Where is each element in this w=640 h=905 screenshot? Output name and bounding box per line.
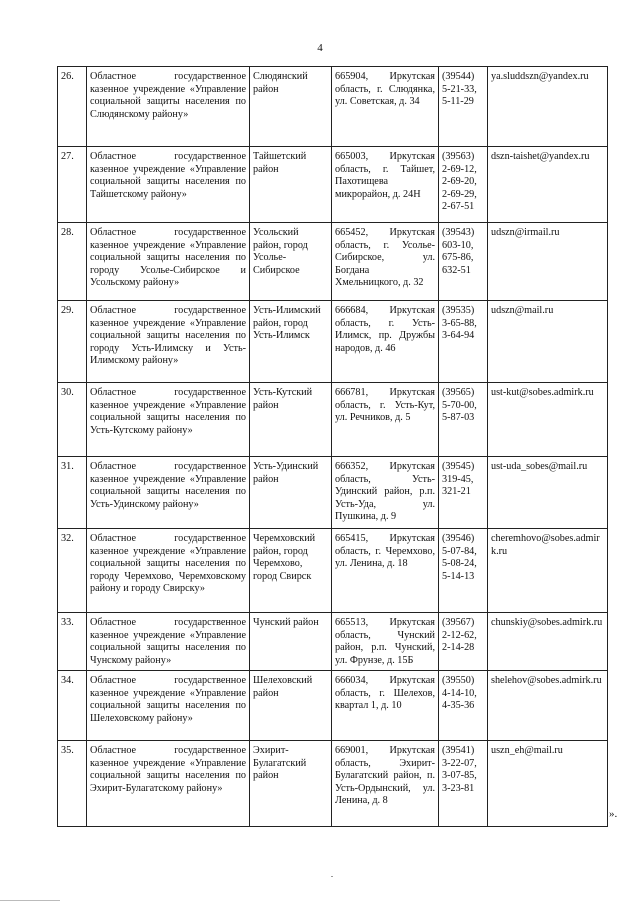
postal-address: 666034, Иркутская область, г. Шелехов, квартал 1, д. 10 [332, 671, 439, 741]
table-row [58, 147, 608, 223]
phone-numbers: (39563) 2-69-12, 2-69-20, 2-69-29, 2-67-51 [439, 147, 488, 223]
phone-numbers: (39544) 5-21-33, 5-11-29 [439, 67, 488, 147]
postal-address: 666781, Иркутская область, г. Усть-Кут, ул. Речников, д. 5 [332, 383, 439, 457]
institution-name: Областное государственное казенное учреждение «Управление социальной защиты населения по Слюдянскому району» [87, 67, 250, 147]
page-number: 4 [317, 42, 323, 54]
email-address: shelehov@sobes.admirk.ru [488, 671, 608, 741]
postal-address: 665904, Иркутская область, г. Слюдянка, ул. Советская, д. 34 [332, 67, 439, 147]
closing-quote-mark: ». [609, 808, 618, 820]
table-row [58, 301, 608, 383]
email-address: dszn-taishet@yandex.ru [488, 147, 608, 223]
row-number: 35. [58, 741, 87, 827]
row-number: 34. [58, 671, 87, 741]
table-row [58, 457, 608, 529]
postal-address: 665003, Иркутская область, г. Тайшет, Пахотищева микрорайон, д. 24Н [332, 147, 439, 223]
email-address: uszn_eh@mail.ru [488, 741, 608, 827]
email-address: udszn@mail.ru [488, 301, 608, 383]
phone-numbers: (39543) 603-10, 675-86, 632-51 [439, 223, 488, 301]
phone-numbers: (39550) 4-14-10, 4-35-36 [439, 671, 488, 741]
service-area: Черемховский район, город Черемхово, город Свирск [250, 529, 332, 613]
institution-name: Областное государственное казенное учреждение «Управление социальной защиты населения по Усть-Кутскому району» [87, 383, 250, 457]
institution-name: Областное государственное казенное учреждение «Управление социальной защиты населения по Шелеховскому району» [87, 671, 250, 741]
table-row [58, 223, 608, 301]
phone-numbers: (39541) 3-22-07, 3-07-85, 3-23-81 [439, 741, 488, 827]
email-address: chunskiy@sobes.admirk.ru [488, 613, 608, 671]
postal-address: 665513, Иркутская область, Чунский район, р.п. Чунский, ул. Фрунзе, д. 15Б [332, 613, 439, 671]
phone-numbers: (39565) 5-70-00, 5-87-03 [439, 383, 488, 457]
table-row [58, 529, 608, 613]
institution-name: Областное государственное казенное учреждение «Управление социальной защиты населения по городу Черемхово, Черемховскому району и городу Свирску» [87, 529, 250, 613]
table-row [58, 613, 608, 671]
service-area: Тайшетский район [250, 147, 332, 223]
email-address: ya.sluddszn@yandex.ru [488, 67, 608, 147]
row-number: 28. [58, 223, 87, 301]
service-area: Усть-Кутский район [250, 383, 332, 457]
service-area: Усольский район, город Усолье-Сибирское [250, 223, 332, 301]
row-number: 31. [58, 457, 87, 529]
row-number: 33. [58, 613, 87, 671]
email-address: udszn@irmail.ru [488, 223, 608, 301]
institution-name: Областное государственное казенное учреждение «Управление социальной защиты населения по Чунскому району» [87, 613, 250, 671]
email-address: cheremhovo@sobes.admirk.ru [488, 529, 608, 613]
service-area: Усть-Илимский район, город Усть-Илимск [250, 301, 332, 383]
institutions-table [57, 66, 608, 827]
row-number: 32. [58, 529, 87, 613]
table-row [58, 383, 608, 457]
service-area: Усть-Удинский район [250, 457, 332, 529]
postal-address: 665415, Иркутская область, г. Черемхово, ул. Ленина, д. 18 [332, 529, 439, 613]
scan-speck [331, 876, 333, 877]
postal-address: 666684, Иркутская область, г. Усть-Илимск, пр. Дружбы народов, д. 46 [332, 301, 439, 383]
row-number: 29. [58, 301, 87, 383]
service-area: Чунский район [250, 613, 332, 671]
table-row [58, 741, 608, 827]
institution-name: Областное государственное казенное учреждение «Управление социальной защиты населения по городу Усть-Илимску и Усть-Илимскому району» [87, 301, 250, 383]
table-row [58, 671, 608, 741]
row-number: 26. [58, 67, 87, 147]
email-address: ust-uda_sobes@mail.ru [488, 457, 608, 529]
phone-numbers: (39535) 3-65-88, 3-64-94 [439, 301, 488, 383]
postal-address: 666352, Иркутская область, Усть-Удинский район, р.п. Усть-Уда, ул. Пушкина, д. 9 [332, 457, 439, 529]
row-number: 27. [58, 147, 87, 223]
postal-address: 665452, Иркутская область, г. Усолье-Сибирское, ул. Богдана Хмельницкого, д. 32 [332, 223, 439, 301]
phone-numbers: (39567) 2-12-62, 2-14-28 [439, 613, 488, 671]
institution-name: Областное государственное казенное учреждение «Управление социальной защиты населения по Эхирит-Булагатскому району» [87, 741, 250, 827]
table-row [58, 67, 608, 147]
service-area: Эхирит-Булагатский район [250, 741, 332, 827]
email-address: ust-kut@sobes.admirk.ru [488, 383, 608, 457]
row-number: 30. [58, 383, 87, 457]
institution-name: Областное государственное казенное учреждение «Управление социальной защиты населения по Усть-Удинскому району» [87, 457, 250, 529]
phone-numbers: (39546) 5-07-84, 5-08-24, 5-14-13 [439, 529, 488, 613]
institution-name: Областное государственное казенное учреждение «Управление социальной защиты населения по городу Усолье-Сибирское и Усольскому району» [87, 223, 250, 301]
service-area: Слюдянский район [250, 67, 332, 147]
footer-rule [0, 900, 60, 901]
phone-numbers: (39545) 319-45, 321-21 [439, 457, 488, 529]
institution-name: Областное государственное казенное учреждение «Управление социальной защиты населения по Тайшетскому району» [87, 147, 250, 223]
postal-address: 669001, Иркутская область, Эхирит-Булагатский район, п. Усть-Ордынский, ул. Ленина, д. 8 [332, 741, 439, 827]
service-area: Шелеховский район [250, 671, 332, 741]
